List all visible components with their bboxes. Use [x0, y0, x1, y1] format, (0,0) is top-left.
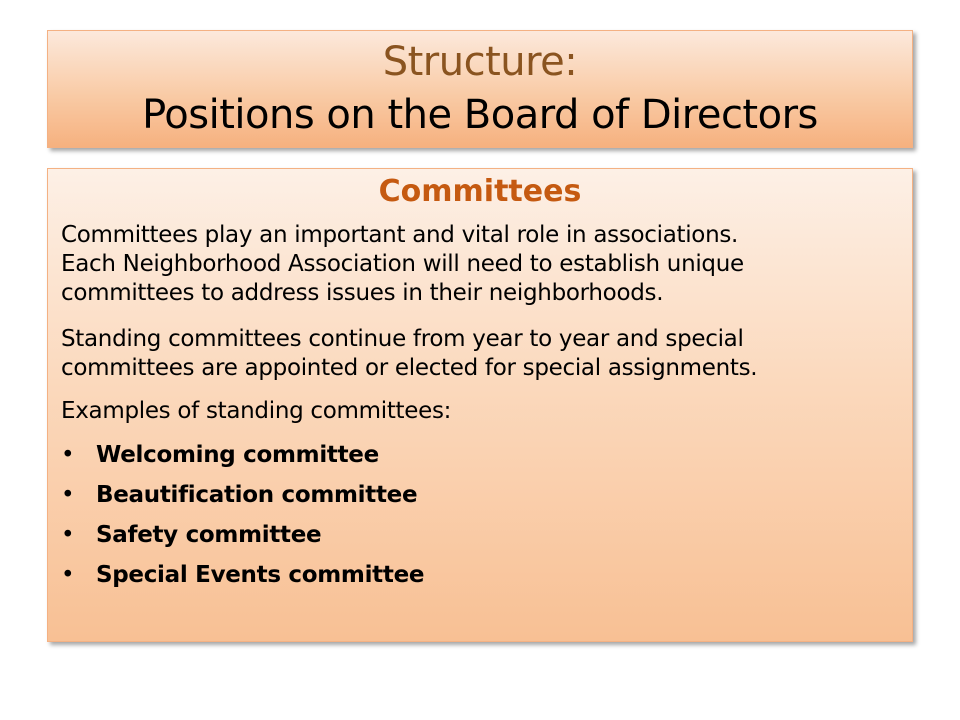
list-item-label: Beautification committee: [96, 482, 418, 508]
bullet-icon: •: [61, 482, 75, 508]
list-item: [61, 555, 901, 595]
list-item-label: Special Events committee: [96, 562, 425, 588]
bullet-icon: •: [61, 522, 75, 548]
title-box: [47, 30, 913, 148]
bullet-icon: •: [61, 442, 75, 468]
list-item: [61, 435, 901, 475]
list-item-label: Safety committee: [96, 522, 322, 548]
paragraph-standing-special: Standing committees continue from year to year and special committees are appointed or elected for special assignments.: [61, 326, 758, 381]
committee-list: [61, 435, 901, 595]
list-item: [61, 515, 901, 555]
title-line-positions: Positions on the Board of Directors: [142, 92, 818, 138]
section-heading: Committees: [378, 174, 582, 209]
paragraph-examples-intro: Examples of standing committees:: [61, 398, 452, 424]
bullet-icon: •: [61, 562, 75, 588]
list-item: [61, 475, 901, 515]
paragraph-committees-role: Committees play an important and vital role in associations. Each Neighborhood Association will need to establish unique committees to address issues in their neighborhoods.: [61, 222, 744, 306]
title-line-structure: Structure:: [382, 39, 578, 85]
list-item-label: Welcoming committee: [96, 442, 379, 468]
content-box: [47, 168, 913, 642]
